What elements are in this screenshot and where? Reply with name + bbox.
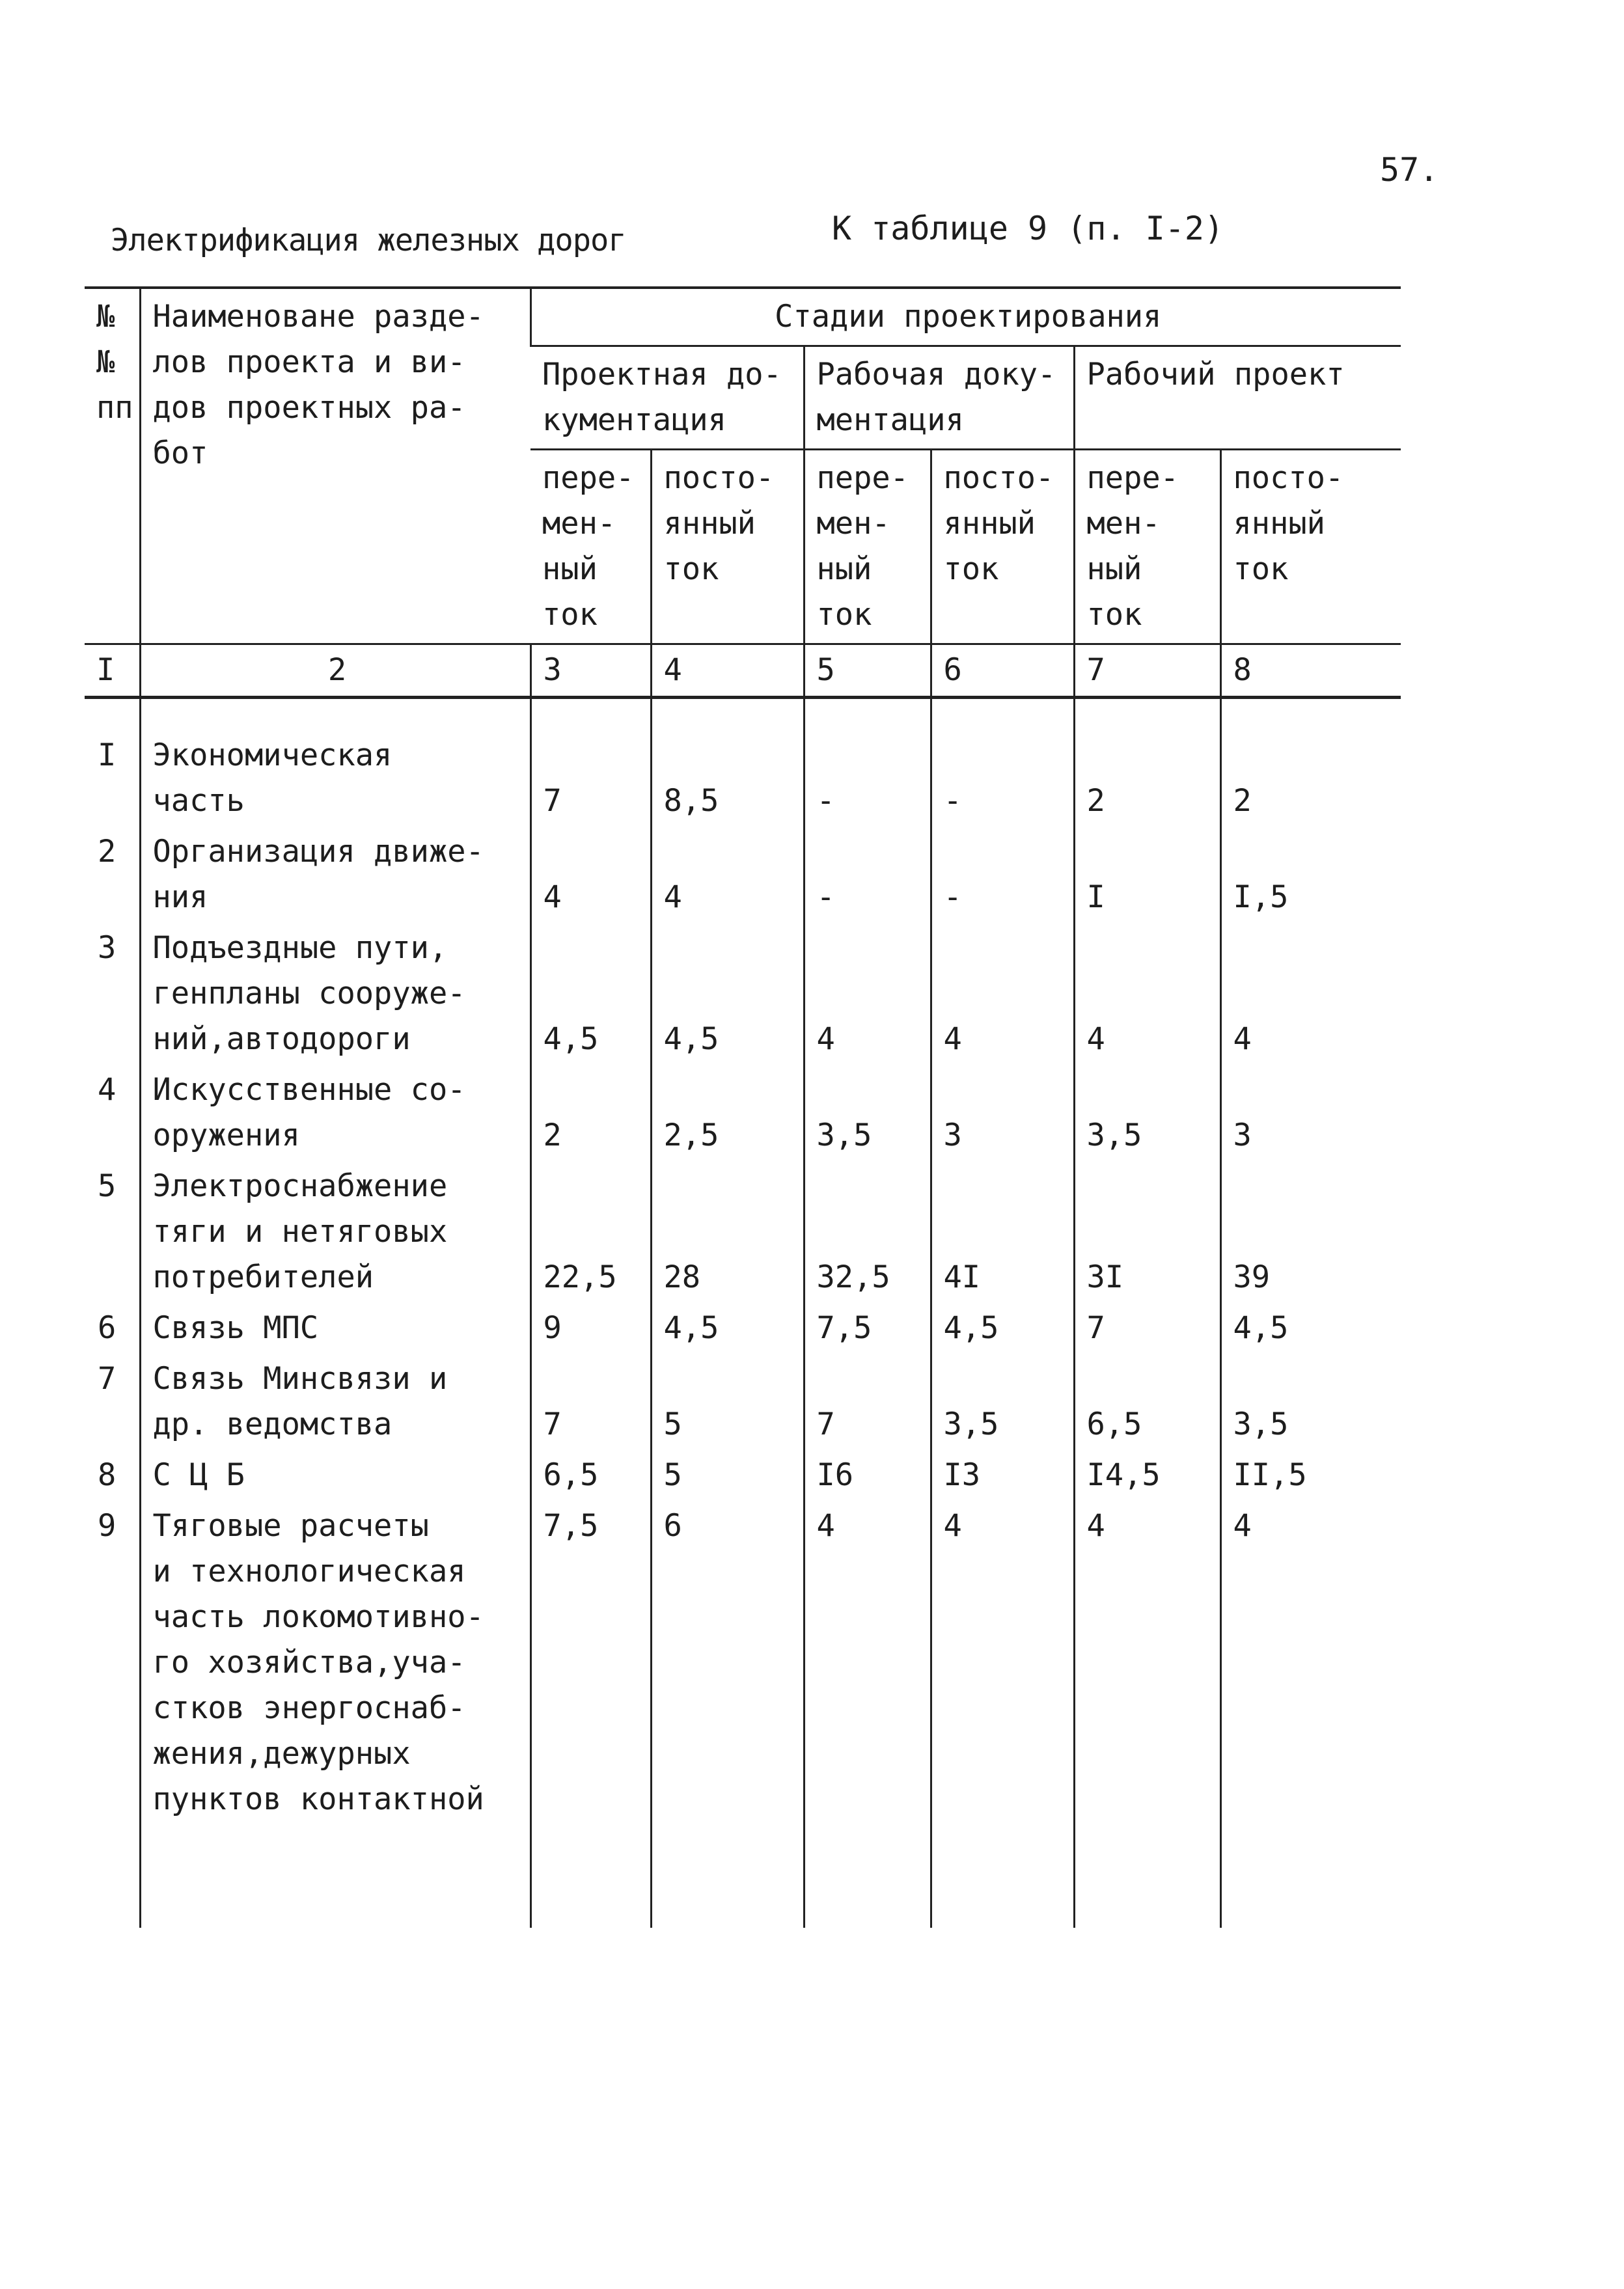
row-value: 4 — [931, 1501, 1074, 1825]
table-row — [85, 1303, 1401, 1354]
row-value: 22,5 — [530, 1161, 651, 1303]
row-value: 4 — [651, 827, 804, 923]
row-value: 4 — [1220, 923, 1401, 1065]
row-value: 3,5 — [1220, 1354, 1401, 1450]
table-row — [85, 1065, 1401, 1161]
header-stage-project-documentation: Проектная до- кументация — [530, 346, 804, 450]
row-value: 6 — [651, 1501, 804, 1825]
row-value: 7 — [804, 1354, 931, 1450]
row-number: 6 — [98, 1310, 117, 1346]
row-value: 3,5 — [931, 1354, 1074, 1450]
row-value: 4 — [530, 827, 651, 923]
column-number: 7 — [1074, 644, 1220, 698]
row-value: 2,5 — [651, 1065, 804, 1161]
row-value: 6,5 — [530, 1450, 651, 1501]
row-section-name: Связь МПС — [140, 1303, 530, 1354]
row-value: 2 — [530, 1065, 651, 1161]
row-section-name: Подъездные пути, генпланы сооруже- ний,автодороги — [140, 923, 530, 1065]
page-number: 57. — [1380, 151, 1439, 189]
row-value: 32,5 — [804, 1161, 931, 1303]
row-value: 3,5 — [804, 1065, 931, 1161]
labor-distribution-table-container — [85, 286, 1401, 1928]
labor-distribution-table — [85, 286, 1401, 1928]
row-value: 4,5 — [1220, 1303, 1401, 1354]
row-section-name: Экономическая часть — [140, 730, 530, 827]
row-value: I6 — [804, 1450, 931, 1501]
row-value: 3,5 — [1074, 1065, 1220, 1161]
header-ac-2: пере- мен- ный ток — [804, 450, 931, 644]
row-value: - — [931, 827, 1074, 923]
row-value: 7,5 — [804, 1303, 931, 1354]
row-section-name: Тяговые расчеты и технологическая часть локомотивно- го хозяйства,уча- стков энергоснаб- жения,дежурных пунктов контактной — [140, 1501, 530, 1825]
row-value: 7 — [530, 730, 651, 827]
column-number: 2 — [140, 644, 530, 698]
header-section-name: Наименоване разде- лов проекта и ви- дов проектных ра- бот — [140, 288, 530, 644]
header-stage-working-documentation: Рабочая доку- ментация — [804, 346, 1074, 450]
row-value: I — [1074, 827, 1220, 923]
header-dc-1: посто- янный ток — [651, 450, 804, 644]
row-number: 7 — [98, 1361, 117, 1397]
table-row — [85, 923, 1401, 1065]
row-value: I,5 — [1220, 827, 1401, 923]
table-row — [85, 1161, 1401, 1303]
row-value: 6,5 — [1074, 1354, 1220, 1450]
row-value: 7,5 — [530, 1501, 651, 1825]
header-dc-2: посто- янный ток — [931, 450, 1074, 644]
row-value: 4,5 — [530, 923, 651, 1065]
row-number: 2 — [98, 834, 117, 870]
column-number: 6 — [931, 644, 1074, 698]
row-value: - — [804, 827, 931, 923]
header-design-stages: Стадии проектирования — [530, 288, 1401, 346]
row-value: 4 — [1074, 1501, 1220, 1825]
row-number: 5 — [98, 1168, 117, 1204]
table-row — [85, 1501, 1401, 1825]
table-row — [85, 730, 1401, 827]
row-value: - — [804, 730, 931, 827]
header-ac-1: пере- мен- ный ток — [542, 460, 635, 633]
row-value: 3I — [1074, 1161, 1220, 1303]
row-value: 5 — [651, 1354, 804, 1450]
row-number: 8 — [98, 1457, 117, 1493]
row-number: 9 — [98, 1508, 117, 1544]
row-value: 4,5 — [931, 1303, 1074, 1354]
row-value: 2 — [1220, 730, 1401, 827]
row-value: 4 — [931, 923, 1074, 1065]
row-value: 8,5 — [651, 730, 804, 827]
row-value: 7 — [1074, 1303, 1220, 1354]
row-value: 4 — [1074, 923, 1220, 1065]
column-number: 5 — [804, 644, 931, 698]
column-number: 4 — [651, 644, 804, 698]
row-value: 3 — [931, 1065, 1074, 1161]
row-value: 2 — [1074, 730, 1220, 827]
header-ac-3: пере- мен- ный ток — [1074, 450, 1220, 644]
column-number: 8 — [1220, 644, 1401, 698]
row-value: 4 — [804, 1501, 931, 1825]
row-number: I — [98, 737, 117, 773]
header-stage-working-project: Рабочий проект — [1074, 346, 1401, 450]
row-value: - — [931, 730, 1074, 827]
table-row — [85, 1354, 1401, 1450]
row-section-name: Связь Минсвязи и др. ведомства — [140, 1354, 530, 1450]
row-section-name: С Ц Б — [140, 1450, 530, 1501]
column-number: I — [85, 644, 140, 698]
column-number-row — [85, 644, 1401, 698]
row-value: 28 — [651, 1161, 804, 1303]
document-title: Электрификация железных дорог — [111, 223, 626, 258]
row-value: 9 — [530, 1303, 651, 1354]
column-number: 3 — [530, 644, 651, 698]
row-value: I4,5 — [1074, 1450, 1220, 1501]
row-value: 4 — [804, 923, 931, 1065]
table-continuation-space — [85, 1825, 1401, 1928]
table-row — [85, 827, 1401, 923]
row-section-name: Искусственные со- оружения — [140, 1065, 530, 1161]
row-value: 4 — [1220, 1501, 1401, 1825]
row-value: I3 — [931, 1450, 1074, 1501]
row-value: 3 — [1220, 1065, 1401, 1161]
header-dc-3: посто- янный ток — [1220, 450, 1401, 644]
row-section-name: Электроснабжение тяги и нетяговых потребителей — [140, 1161, 530, 1303]
row-value: 7 — [530, 1354, 651, 1450]
row-value: II,5 — [1220, 1450, 1401, 1501]
row-section-name: Организация движе- ния — [140, 827, 530, 923]
row-value: 4,5 — [651, 923, 804, 1065]
row-value: 4,5 — [651, 1303, 804, 1354]
row-number: 3 — [98, 930, 117, 966]
row-value: 5 — [651, 1450, 804, 1501]
table-row — [85, 1450, 1401, 1501]
row-value: 39 — [1220, 1161, 1401, 1303]
header-number: №№ пп — [85, 288, 140, 644]
table-reference: К таблице 9 (п. I-2) — [832, 210, 1224, 247]
row-number: 4 — [98, 1072, 117, 1108]
row-value: 4I — [931, 1161, 1074, 1303]
